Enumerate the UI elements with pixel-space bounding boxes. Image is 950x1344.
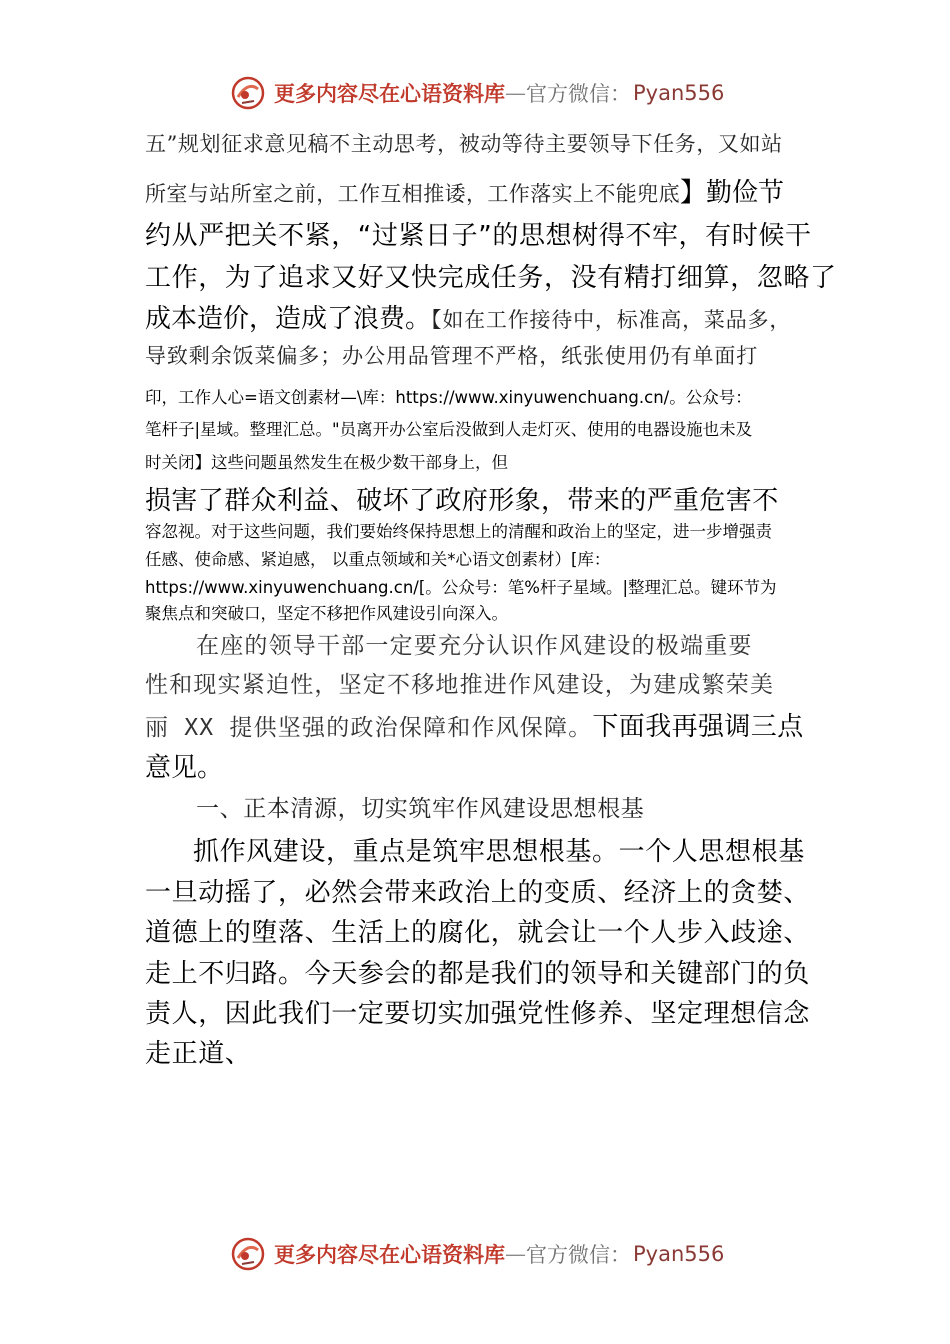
text-line bbox=[145, 298, 791, 335]
logo-icon bbox=[230, 1236, 266, 1272]
text-line: 笔杆子|星域。整理汇总。"员离开办公室后没做到人走灯灭、使用的电器设施也未及 bbox=[145, 420, 753, 439]
text-line: 任感、使命感、紧迫感， 以重点领域和关*心语文创素材）[库： bbox=[145, 550, 611, 569]
text-line: https://www.xinyuwenchuang.cn/[。公众号：笔%杆子星域。|整理汇总。键环节为 bbox=[145, 578, 777, 597]
text-line: 印，工作人心=语文创素材—\库：https://www.xinyuwenchuang.cn/。公众号： bbox=[145, 388, 752, 407]
text-line: 时关闭】这些问题虽然发生在极少数干部身上，但 bbox=[145, 453, 508, 472]
text-line: 抓作风建设，重点是筑牢思想根基。一个人思想根基 bbox=[193, 837, 805, 867]
banner-title: 更多内容尽在心语资料库 bbox=[274, 1242, 505, 1267]
header-banner bbox=[230, 72, 730, 114]
text-segment: 】勤俭节 bbox=[680, 178, 785, 208]
text-line: 损害了群众利益、破坏了政府形象，带来的严重危害不 bbox=[145, 486, 779, 516]
banner-wechat-id: Pyan556 bbox=[633, 1242, 725, 1266]
text-line bbox=[145, 172, 784, 209]
footer-banner bbox=[230, 1233, 730, 1275]
text-line: 容忽视。对于这些问题，我们要始终保持思想上的清醒和政治上的坚定，进一步增强责 bbox=[145, 522, 772, 541]
text-segment: 成本造价，造成了浪费。 bbox=[145, 304, 432, 334]
text-line: 走正道、 bbox=[145, 1039, 252, 1069]
text-line: 意见。 bbox=[145, 753, 224, 783]
text-line: 导致剩余饭菜偏多；办公用品管理不严格，纸张使用仍有单面打 bbox=[145, 344, 759, 368]
text-segment: 下面我再强调三点 bbox=[592, 712, 804, 742]
section-heading: 一、正本清源，切实筑牢作风建设思想根基 bbox=[196, 796, 645, 822]
text-line: 性和现实紧迫性，坚定不移地推进作风建设，为建成繁荣美 bbox=[145, 672, 775, 698]
banner-wechat-id: Pyan556 bbox=[633, 81, 725, 105]
text-segment: 【如在工作接待中，标准高，菜品多， bbox=[431, 308, 792, 332]
text-line: 五”规划征求意见稿不主动思考，被动等待主要领导下任务，又如站 bbox=[145, 132, 783, 156]
text-segment: 丽 XX 提供坚强的政治保障和作风保障。 bbox=[145, 715, 593, 741]
banner-separator: — bbox=[505, 81, 526, 105]
text-line: 聚焦点和突破口，坚定不移把作风建设引向深入。 bbox=[145, 604, 508, 623]
text-line bbox=[145, 706, 804, 743]
banner-separator: — bbox=[505, 1242, 526, 1266]
text-line: 责人，因此我们一定要切实加强党性修养、坚定理想信念 bbox=[145, 999, 811, 1029]
logo-icon bbox=[230, 75, 266, 111]
text-line: 在座的领导干部一定要充分认识作风建设的极端重要 bbox=[196, 633, 753, 659]
text-line: 一旦动摇了，必然会带来政治上的变质、经济上的贪婪、 bbox=[145, 878, 811, 908]
text-line: 约从严把关不紧，“过紧日子”的思想树得不牢，有时候干 bbox=[145, 221, 812, 251]
banner-wechat-label: 官方微信： bbox=[526, 82, 631, 106]
banner-wechat-label: 官方微信： bbox=[526, 1243, 631, 1267]
banner-title: 更多内容尽在心语资料库 bbox=[274, 81, 505, 106]
text-line: 走上不归路。今天参会的都是我们的领导和关键部门的负 bbox=[145, 959, 811, 989]
text-line: 工作，为了追求又好又快完成任务，没有精打细算，忽略了 bbox=[145, 263, 837, 293]
text-line: 道德上的堕落、生活上的腐化，就会让一个人步入歧途、 bbox=[145, 918, 811, 948]
text-segment: 所室与站所室之前，工作互相推诿，工作落实上不能兜底 bbox=[145, 182, 680, 206]
